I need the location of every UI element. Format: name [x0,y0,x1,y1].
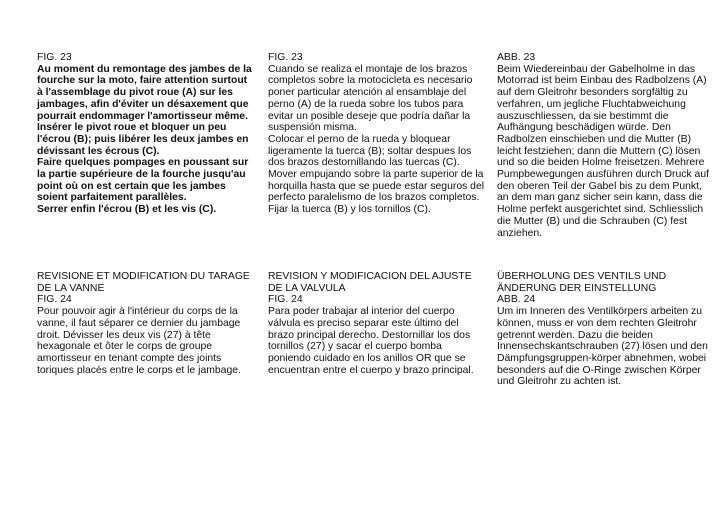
fig-label: FIG. 23 [37,52,72,63]
fr-section-fig23 [37,52,255,216]
paragraph: Faire quelques pompages en poussant sur la partie supérieure de la fourche jusqu'au point où on est certain que les jambes soient parfaitement parallèles. [37,157,249,204]
section-heading: ÜBERHOLUNG DES VENTILS UND ÄNDERUNG DER EINSTELLUNG [497,271,667,294]
fig-label: ABB. 24 [497,294,536,306]
paragraph: Cuando se realiza el montaje de los brazos completos sobre la motocicleta es necesario poner particular atención al ensamblaje del perno (A) de la rueda sobre los tubos para evitar un posible deseje que podría dañar la suspensión misma. [268,63,473,134]
section-heading: REVISION Y MODIFICACION DEL AJUSTE DE LA VALVULA [268,271,472,294]
paragraph: Fijar la tuerca (B) y los tornillos (C). [268,204,431,216]
fig-label: FIG. 24 [268,294,303,306]
paragraph: Pour pouvoir agir à l'intérieur du corps de la vanne, il faut séparer ce dernier du jambage droit. Dévisser les deux vis (27) à tête hexagonale et ôter le corps de groupe amortisseur en tenant compte des joints toriques placés entre le corps et le jambage. [37,306,241,376]
section-heading: REVISIONE ET MODIFICATION DU TARAGE DE LA VANNE [37,271,250,294]
es-section-fig24 [268,271,486,376]
es-section-fig23 [268,52,486,216]
de-section-abb24 [497,271,711,388]
fig-label: FIG. 24 [37,294,72,306]
fig-label: FIG. 23 [268,52,303,63]
paragraph: Insérer le pivot roue et bloquer un peu l'écrou (B); puis libérer les deux jambes en dévissant les écrous (C). [37,122,249,157]
paragraph: Mover empujando sobre la parte superior de la horquilla hasta que se puede estar seguros del perfecto paralelismo de los brazos completos. [268,169,485,204]
fr-section-fig24 [37,271,255,376]
paragraph: Colocar el perno de la rueda y bloquear ligeramente la tuerca (B); soltar despues los dos brazos destornillando las tuercas (C). [268,133,472,169]
paragraph: Para poder trabajar al interior del cuerpo válvula es preciso separar este último del brazo principal derecho. Destornillar los dos tornillos (27) y sacar el cuerpo bomba poniendo cuidado en los anillos OR que se encuentran entre el cuerpo y brazo principal. [268,306,474,376]
paragraph: Um im Inneren des Ventilkörpers arbeiten zu können, muss er von dem rechten Gleitrohr getrennt werden. Dazu die beiden Innensechskantschrauben (27) lösen und den Dämpfungsgruppen-körper abnehmen, wobei besonders auf die O-Ringe zwischen Körper und Gleitrohr zu achten ist. [497,306,708,388]
paragraph: Au moment du remontage des jambes de la fourche sur la moto, faire attention surtout à l'assemblage du pivot roue (A) sur les jambages, afin d'éviter un désaxement que pourrait endommager l'amortisseur même. [37,63,252,122]
paragraph: Beim Wiedereinbau der Gabelholme in das Motorrad ist beim Einbau des Radbolzens (A) auf dem Gleitrohr besonders sorgfältig zu verfahren, um jegliche Fluchtabweichung auszuschliessen, da sie bestimmt die Aufhängung beschädigen würde. Den Radbolzen einschieben und die Mutter (B) leicht festziehen; dann die Muttern (C) lösen und so die beiden Holme freisetzen. Mehrere Pumpbewegungen ausführen durch Druck auf den oberen Teil der Gabel bis zu dem Punkt, an dem man ganz sicher sein kann, dass die Holme perfekt ausgerichtet sind. Schliesslich die Mutter (B) und die Schrauben (C) fest anziehen. [497,63,709,239]
fig-label: ABB. 23 [497,52,536,63]
paragraph: Serrer enfin l'écrou (B) et les vis (C). [37,204,217,216]
de-section-abb23 [497,52,711,239]
